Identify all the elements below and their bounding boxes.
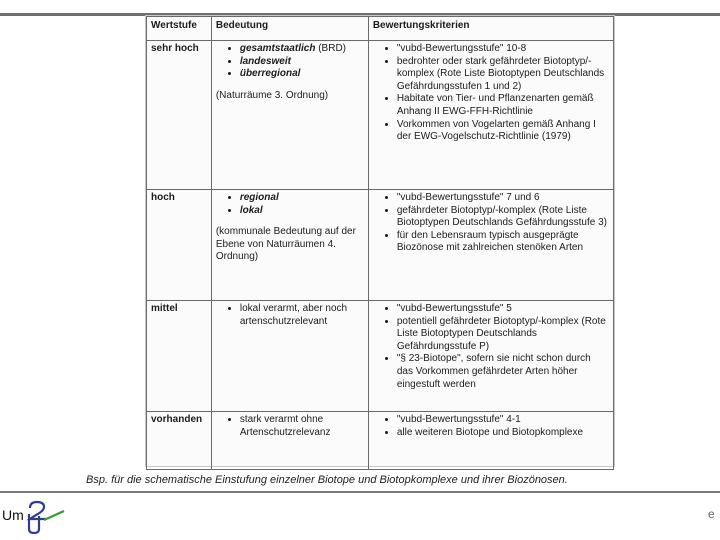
kriterien-cell bbox=[368, 301, 613, 412]
list-item: • "vubd-Bewertungsstufe" 4-1 bbox=[397, 414, 609, 427]
umz-logo-icon bbox=[0, 500, 90, 534]
table-row bbox=[147, 190, 614, 301]
bedeutung-cell bbox=[211, 412, 368, 470]
list-item: • alle weiteren Biotope und Biotopkomplexe bbox=[397, 427, 609, 440]
list-item: • gefährdeter Biotoptyp/-komplex (Rote Liste Biotoptypen Deutschlands Gefährdungsstufe 3) bbox=[397, 205, 609, 230]
kriterien-list bbox=[373, 414, 609, 439]
header-bedeutung: Bedeutung bbox=[211, 17, 368, 41]
kriterien-list bbox=[373, 43, 609, 144]
kriterien-list bbox=[373, 192, 609, 255]
table-row bbox=[147, 412, 614, 470]
table-row bbox=[147, 301, 614, 412]
list-item: • "vubd-Bewertungsstufe" 5 bbox=[397, 303, 609, 316]
list-item: • lokal bbox=[240, 205, 364, 218]
wertstufe-cell: sehr hoch bbox=[147, 41, 212, 190]
list-item: • gesamtstaatlich (BRD) bbox=[240, 43, 364, 56]
list-item: • Habitate von Tier- und Pflanzenarten gemäß Anhang II EWG-FFH-Richtlinie bbox=[397, 93, 609, 118]
list-item: • landesweit bbox=[240, 56, 364, 69]
table-header-row bbox=[147, 17, 614, 41]
list-item: • "vubd-Bewertungsstufe" 7 und 6 bbox=[397, 192, 609, 205]
bedeutung-cell bbox=[211, 301, 368, 412]
wertstufe-cell: vorhanden bbox=[147, 412, 212, 470]
list-item: • bedrohter oder stark gefährdeter Biotoptyp/-komplex (Rote Liste Biotoptypen Deutschlands Gefährdungsstufen 1 und 2) bbox=[397, 56, 609, 94]
bedeutung-list bbox=[216, 414, 364, 439]
list-item: • "§ 23-Biotope", sofern sie nicht schon durch das Vorkommen gefährdeter Arten höher eingestuft werden bbox=[397, 353, 609, 391]
list-item: • Vorkommen von Vogelarten gemäß Anhang I der EWG-Vogelschutz-Richtlinie (1979) bbox=[397, 119, 609, 144]
list-item: • regional bbox=[240, 192, 364, 205]
list-item: • potentiell gefährdeter Biotoptyp/-komplex (Rote Liste Biotoptypen Deutschlands Gefährdungsstufe P) bbox=[397, 316, 609, 354]
bedeutung-list bbox=[216, 192, 364, 217]
footer-divider-line bbox=[0, 491, 720, 493]
biotope-rating-table bbox=[146, 16, 614, 470]
table-row bbox=[147, 41, 614, 190]
list-item: • für den Lebensraum typisch ausgeprägte Biozönose mit zahlreichen stenöken Arten bbox=[397, 230, 609, 255]
bedeutung-cell bbox=[211, 41, 368, 190]
list-item: • stark verarmt ohne Artenschutzrelevanz bbox=[240, 414, 364, 439]
list-item: • überregional bbox=[240, 68, 364, 81]
bedeutung-cell bbox=[211, 190, 368, 301]
wertstufe-cell: mittel bbox=[147, 301, 212, 412]
list-item: • lokal verarmt, aber noch artenschutzrelevant bbox=[240, 303, 364, 328]
footer-right-mark: e bbox=[708, 507, 715, 521]
kriterien-cell bbox=[368, 41, 613, 190]
kriterien-cell bbox=[368, 412, 613, 470]
bedeutung-list bbox=[216, 303, 364, 328]
kriterien-list bbox=[373, 303, 609, 391]
wertstufe-cell: hoch bbox=[147, 190, 212, 301]
bedeutung-note: (Naturräume 3. Ordnung) bbox=[215, 89, 329, 101]
footer-logo-text: Um bbox=[2, 507, 24, 523]
kriterien-cell bbox=[368, 190, 613, 301]
bedeutung-note: (kommunale Bedeutung auf der Ebene von Naturräumen 4. Ordnung) bbox=[215, 226, 356, 263]
header-bewertungskriterien: Bewertungskriterien bbox=[368, 17, 613, 41]
bedeutung-list bbox=[216, 43, 364, 81]
header-wertstufe: Wertstufe bbox=[147, 17, 212, 41]
figure-caption: Bsp. für die schematische Einstufung einzelner Biotope und Biotopkomplexe und ihrer Biozönosen. bbox=[86, 474, 568, 486]
list-item: • "vubd-Bewertungsstufe" 10-8 bbox=[397, 43, 609, 56]
